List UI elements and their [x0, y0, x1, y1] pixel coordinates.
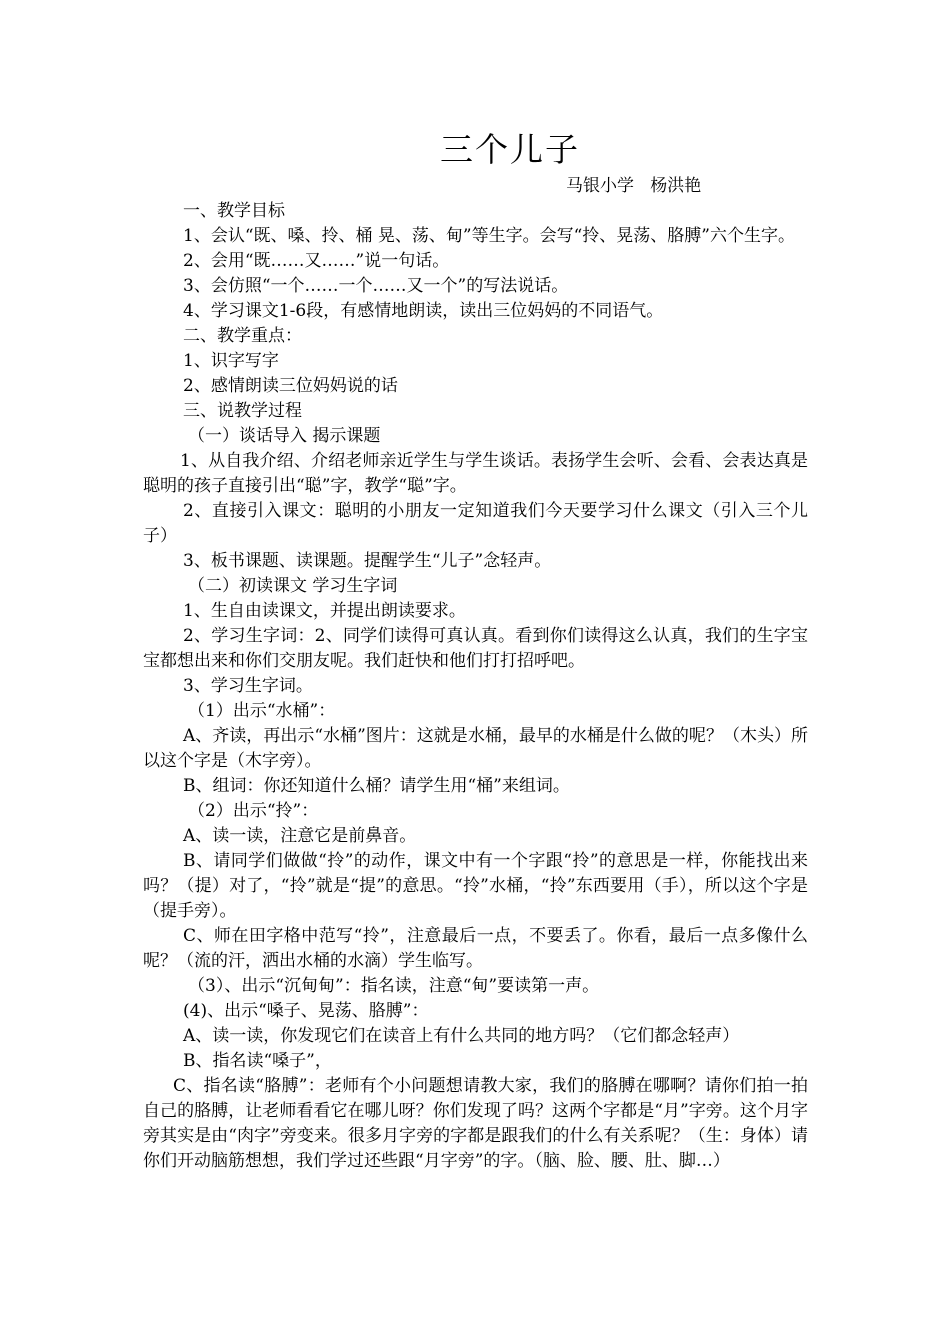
paragraph: 4、学习课文1-6段，有感情地朗读，读出三位妈妈的不同语气。 [183, 301, 664, 321]
section-heading-process: 三、说教学过程 [183, 401, 302, 421]
paragraph: （2）出示“拎”： [188, 801, 319, 821]
paragraph: 3、板书课题、读课题。提醒学生“儿子”念轻声。 [183, 551, 552, 571]
paragraph: A、齐读，再出示“水桶”图片：这就是水桶，最早的水桶是什么做的呢？（木头）所以这个字是（木字旁）。 [143, 726, 808, 771]
document-title: 三个儿子 [440, 130, 580, 169]
paragraph: B、组词：你还知道什么桶？请学生用“桶”来组词。 [183, 776, 570, 796]
section-heading-goals: 一、教学目标 [183, 201, 285, 221]
paragraph: A、读一读，注意它是前鼻音。 [183, 826, 417, 846]
author-line: 马银小学 杨洪艳 [566, 176, 702, 196]
paragraph: 1、从自我介绍、介绍老师亲近学生与学生谈话。表扬学生会听、会看、会表达真是聪明的孩子直接引出“聪”字，教学“聪”字。 [143, 451, 808, 496]
paragraph: C、指名读“胳膊”：老师有个小问题想请教大家，我们的胳膊在哪啊？请你们拍一拍自己的胳膊，让老师看看它在哪儿呀？你们发现了吗？这两个字都是“月”字旁。这个月字旁其实是由“肉字”旁变来。很多月字旁的字都是跟我们的什么有关系呢？（生：身体）请你们开动脑筋想想，我们学过还些跟“月字旁”的字。（脑、脸、腰、肚、脚…） [143, 1076, 808, 1171]
paragraph: A、读一读，你发现它们在读音上有什么共同的地方吗？（它们都念轻声） [183, 1026, 740, 1046]
paragraph: 1、生自由读课文，并提出朗读要求。 [183, 601, 466, 621]
paragraph: 1、识字写字 [183, 351, 279, 371]
document-body [143, 199, 808, 1174]
paragraph: 3、学习生字词。 [183, 676, 313, 696]
paragraph: 2、感情朗读三位妈妈说的话 [183, 376, 398, 396]
paragraph: (4)、出示“嗓子、晃荡、胳膊”： [183, 1001, 429, 1021]
paragraph: （1）出示“水桶”： [188, 701, 336, 721]
paragraph: 2、直接引入课文：聪明的小朋友一定知道我们今天要学习什么课文（引入三个儿子） [143, 501, 808, 546]
paragraph: 1、会认“既、嗓、拎、桶 晃、荡、甸”等生字。会写“拎、晃荡、胳膊”六个生字。 [183, 226, 795, 246]
paragraph: B、请同学们做做“拎”的动作，课文中有一个字跟“拎”的意思是一样，你能找出来吗？（提）对了，“拎”就是“提”的意思。“拎”水桶，“拎”东西要用（手），所以这个字是（提手旁）。 [143, 851, 808, 921]
paragraph: 2、会用“既……又……”说一句话。 [183, 251, 450, 271]
paragraph: C、师在田字格中范写“拎”，注意最后一点，不要丢了。你看，最后一点多像什么呢？（流的汗，洒出水桶的水滴）学生临写。 [143, 926, 808, 971]
paragraph: B、指名读“嗓子”， [183, 1051, 332, 1071]
paragraph: （3）、出示“沉甸甸”：指名读，注意“甸”要读第一声。 [188, 976, 600, 996]
subsection-heading: （二）初读课文 学习生字词 [188, 576, 398, 596]
section-heading-focus: 二、教学重点： [183, 326, 302, 346]
subsection-heading: （一）谈话导入 揭示课题 [188, 426, 381, 446]
paragraph: 2、学习生字词：2、同学们读得可真认真。看到你们读得这么认真，我们的生字宝宝都想出来和你们交朋友呢。我们赶快和他们打打招呼吧。 [143, 626, 808, 671]
paragraph: 3、会仿照“一个……一个……又一个”的写法说话。 [183, 276, 569, 296]
